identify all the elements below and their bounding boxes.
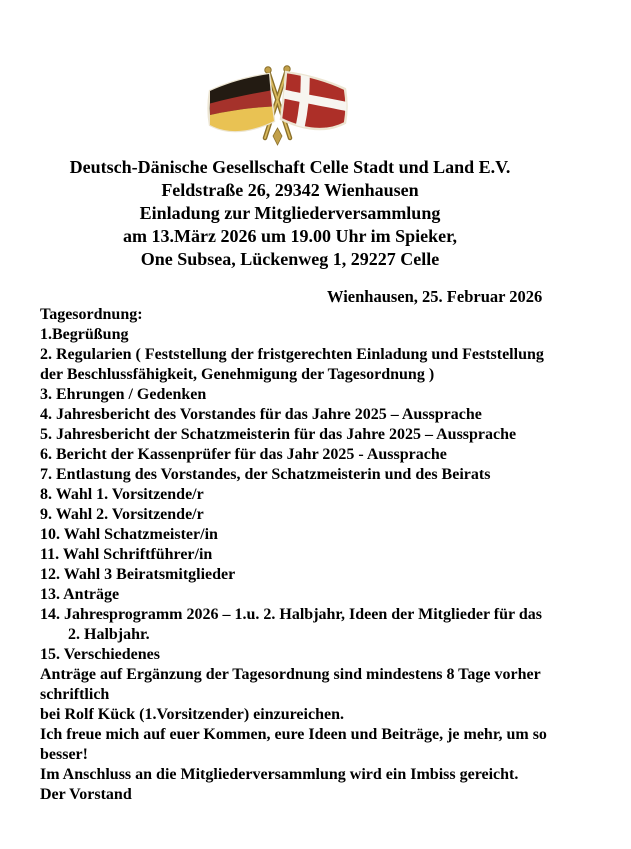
document-header <box>40 156 540 271</box>
document-body <box>40 305 605 805</box>
german-danish-flags-logo <box>205 62 353 148</box>
agenda-item: 4. Jahresbericht des Vorstandes für das Jahre 2025 – Aussprache <box>40 406 482 423</box>
note-line: Anträge auf Ergänzung der Tagesordnung sind mindestens 8 Tage vorher <box>40 666 541 683</box>
place-date-line: Wienhausen, 25. Februar 2026 <box>327 287 543 306</box>
header-line-society-name: Deutsch-Dänische Gesellschaft Celle Stadt und Land E.V. <box>69 157 511 177</box>
agenda-item: 2. Regularien ( Feststellung der fristgerechten Einladung und Feststellung <box>40 346 544 363</box>
german-flag-icon <box>209 74 275 131</box>
agenda-item: 11. Wahl Schriftführer/in <box>40 546 213 563</box>
agenda-item: 6. Bericht der Kassenprüfer für das Jahr 2025 - Aussprache <box>40 446 447 463</box>
agenda-item: 5. Jahresbericht der Schatzmeisterin für das Jahre 2025 – Aussprache <box>40 426 517 443</box>
agenda-item: 1.Begrüßung <box>40 326 129 343</box>
signature-line: Der Vorstand <box>40 786 132 803</box>
agenda-item: 12. Wahl 3 Beiratsmitglieder <box>40 566 236 583</box>
closing-line: Ich freue mich auf euer Kommen, eure Ideen und Beiträge, je mehr, um so <box>40 726 547 743</box>
header-line-datetime: am 13.März 2026 um 19.00 Uhr im Spieker, <box>123 226 457 246</box>
closing-line: Im Anschluss an die Mitgliederversammlung wird ein Imbiss gereicht. <box>40 766 519 783</box>
agenda-item: 3. Ehrungen / Gedenken <box>40 386 207 403</box>
closing-line: besser! <box>40 746 88 763</box>
agenda-item: 7. Entlastung des Vorstandes, der Schatzmeisterin und des Beirats <box>40 466 491 483</box>
agenda-title: Tagesordnung: <box>40 306 143 323</box>
note-line: bei Rolf Kück (1.Vorsitzender) einzureichen. <box>40 706 344 723</box>
note-line: schriftlich <box>40 686 110 703</box>
agenda-item: 10. Wahl Schatzmeister/in <box>40 526 218 543</box>
agenda-item: 15. Verschiedenes <box>40 646 160 663</box>
agenda-item: 8. Wahl 1. Vorsitzende/r <box>40 486 204 503</box>
header-line-venue: One Subsea, Lückenweg 1, 29227 Celle <box>140 249 440 269</box>
header-line-invitation: Einladung zur Mitgliederversammlung <box>139 203 441 223</box>
agenda-item: 14. Jahresprogramm 2026 – 1.u. 2. Halbjahr, Ideen der Mitglieder für das <box>40 606 542 623</box>
agenda-item-continuation: der Beschlussfähigkeit, Genehmigung der Tagesordnung ) <box>40 366 435 383</box>
agenda-item: 9. Wahl 2. Vorsitzende/r <box>40 506 204 523</box>
danish-flag-icon <box>279 70 349 132</box>
agenda-item-continuation: 2. Halbjahr. <box>68 626 150 643</box>
agenda-item: 13. Anträge <box>40 586 120 603</box>
header-line-address: Feldstraße 26, 29342 Wienhausen <box>161 180 419 200</box>
